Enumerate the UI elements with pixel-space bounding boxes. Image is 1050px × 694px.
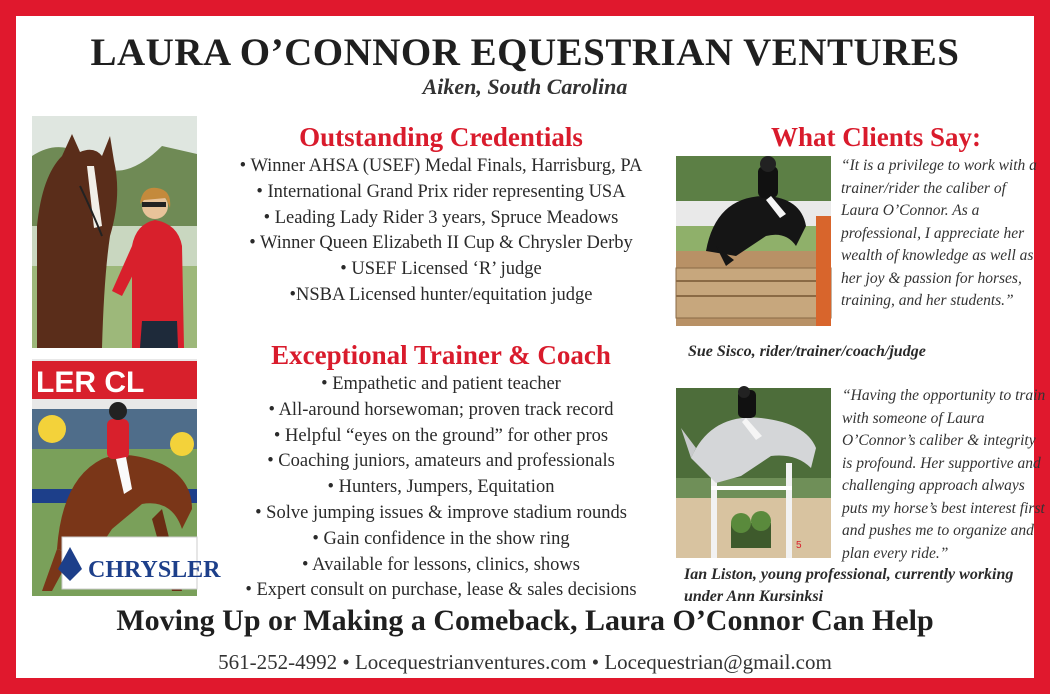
location-subtitle: Aiken, South Carolina bbox=[422, 74, 628, 99]
testimonial-quote-1: “It is a privilege to work with a trainer/rider the caliber of Laura O’Connor. As a professional, I appreciate her wealth of knowledge as well as her joy & passion for horses, training, and her students.” bbox=[841, 157, 1037, 309]
list-item: • Empathetic and patient teacher bbox=[321, 374, 561, 394]
list-item: •NSBA Licensed hunter/equitation judge bbox=[289, 284, 593, 305]
list-item: • USEF Licensed ‘R’ judge bbox=[340, 259, 542, 280]
list-item: • Leading Lady Rider 3 years, Spruce Meadows bbox=[263, 207, 619, 228]
banner-text: LER CL bbox=[36, 366, 145, 399]
photo-testimonial-1 bbox=[676, 156, 831, 326]
clients-heading: What Clients Say: bbox=[770, 122, 981, 152]
list-item: • All-around horsewoman; proven track record bbox=[268, 399, 614, 420]
pole-number: 5 bbox=[796, 540, 802, 551]
list-item: • Winner Queen Elizabeth II Cup & Chrysler Derby bbox=[249, 233, 633, 254]
sign-text: CHRYSLER bbox=[88, 557, 221, 583]
list-item: • Hunters, Jumpers, Equitation bbox=[327, 477, 555, 498]
list-item: • Available for lessons, clinics, shows bbox=[302, 554, 580, 575]
list-item: • Helpful “eyes on the ground” for other pros bbox=[273, 425, 609, 446]
list-item: • Solve jumping issues & improve stadium rounds bbox=[255, 502, 627, 523]
testimonial-quote-2: “Having the opportunity to train with someone of Laura O’Connor’s caliber & integrity is profound. Her supportive and challenging approach always puts my horse’s best interest first and pushes me to organize and plan every ride.” bbox=[842, 387, 1046, 562]
photo-horse-and-owner bbox=[32, 116, 197, 348]
list-item: • Winner AHSA (USEF) Medal Finals, Harrisburg, PA bbox=[239, 156, 643, 176]
trainer-heading: Exceptional Trainer & Coach bbox=[271, 340, 611, 370]
contact-info: 561-252-4992 • Locequestrianventures.com • Locequestrian@gmail.com bbox=[218, 650, 832, 674]
credentials-list bbox=[202, 154, 680, 309]
tagline: Moving Up or Making a Comeback, Laura O’Connor Can Help bbox=[116, 604, 934, 637]
page-title: LAURA O’CONNOR EQUESTRIAN VENTURES bbox=[90, 31, 960, 74]
trainer-list bbox=[202, 372, 680, 604]
list-item: • Coaching juniors, amateurs and professionals bbox=[267, 451, 615, 472]
list-item: • Expert consult on purchase, lease & sales decisions bbox=[245, 580, 637, 601]
photo-testimonial-2 bbox=[676, 388, 831, 558]
credentials-heading: Outstanding Credentials bbox=[299, 122, 583, 152]
photo-chrysler-jumper bbox=[32, 359, 221, 596]
list-item: • Gain confidence in the show ring bbox=[312, 528, 570, 549]
list-item: • International Grand Prix rider representing USA bbox=[256, 181, 626, 202]
testimonial-author-2: Ian Liston, young professional, currently working under Ann Kursinksi bbox=[684, 566, 1014, 605]
testimonial-author-1: Sue Sisco, rider/trainer/coach/judge bbox=[688, 343, 926, 360]
